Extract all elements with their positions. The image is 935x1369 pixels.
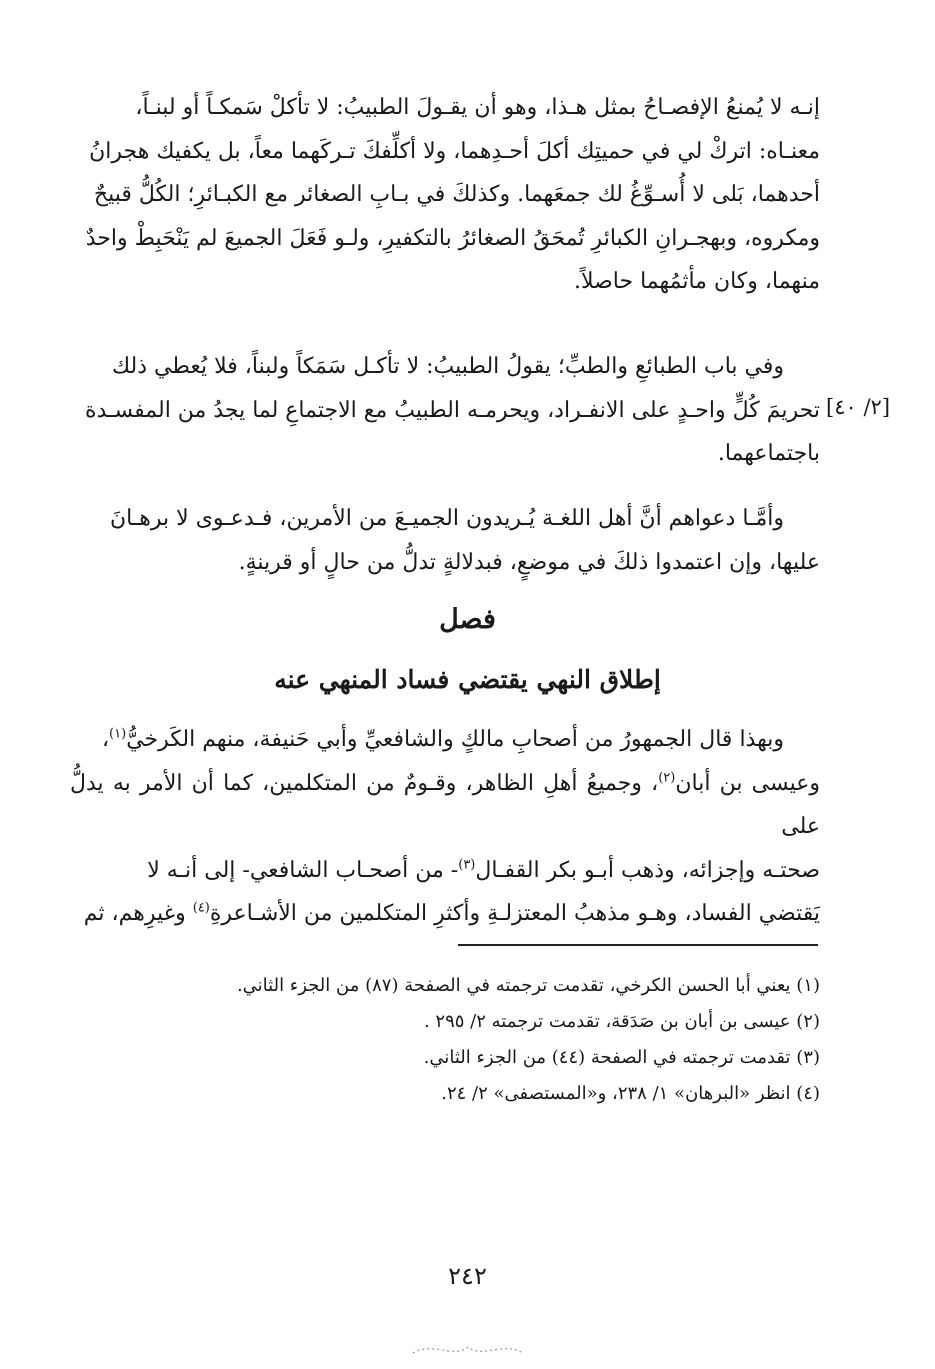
footnote-ref-4[interactable]: (٤) — [192, 900, 210, 916]
paragraph-1 — [70, 86, 820, 304]
page-number: ٢٤٢ — [448, 1262, 487, 1290]
text-line — [70, 762, 820, 849]
text-line: باجتماعهما. — [717, 441, 820, 466]
text-line: تحريمَ كُلٍّ واحـدٍ على الانفـراد، ويحرمـه الطبيبُ مع الاجتماعِ لما يجدُ من المفسـدة — [85, 397, 820, 423]
text-line — [70, 892, 820, 936]
text-line — [70, 718, 820, 762]
section-title: إطلاق النهي يقتضي فساد المنهي عنه — [274, 665, 661, 694]
footnote-1: (١) يعني أبا الحسن الكرخي، تقدمت ترجمته في الصفحة (٨٧) من الجزء الثاني. — [236, 975, 820, 996]
text-run: يَقتضي الفساد، وهـو مذهبُ المعتزلـةِ وأكثرِ المتكلمين من الأشـاعرةِ — [209, 901, 820, 926]
margin-volume-page-marker: [٢/ ٤٠] — [826, 395, 891, 419]
footnote-3: (٣) تقدمت ترجمته في الصفحة (٤٤) من الجزء الثاني. — [423, 1047, 820, 1068]
text-line: منهما، وكان مأثمُهما حاصلاً. — [573, 269, 820, 294]
text-line: أحدهما، بَلى لا أُسـوِّغُ لك جمعَهما. وكذلكَ في بـابِ الصغائر مع الكبـائرِ؛ الكُلُّ قبيحٌ — [93, 182, 820, 207]
footnote-2: (٢) عيسى بن أبان بن صَدَقة، تقدمت ترجمته ٢/ ٢٩٥ . — [423, 1011, 820, 1032]
ornament-flourish-icon — [393, 1335, 543, 1365]
paragraph-3 — [70, 497, 820, 584]
paragraph-2 — [70, 345, 820, 476]
footnotes — [200, 968, 820, 1112]
text-run: وعيسى بن أبان — [675, 770, 820, 796]
footnote-separator — [458, 944, 818, 946]
paragraph-4 — [70, 718, 820, 936]
text-run: ، وجميعُ أهلِ الظاهر، وقـومٌ من المتكلمين، كما أن الأمر به يدلُّ على — [70, 770, 820, 839]
text-line: إنـه لا يُمنعُ الإفصـاحُ بمثل هـذا، وهو أن يقـولَ الطبيبُ: لا تأكلْ سَمكـاً أو لبنـاً، — [135, 95, 820, 120]
text-line — [70, 849, 820, 893]
text-line: وفي باب الطبائعِ والطبِّ؛ يقولُ الطبيبُ: لا تأكـل سَمَكاً ولبناً، فلا يُعطي ذلك — [112, 354, 784, 379]
text-run: - من أصحـاب الشافعي- إلى أنـه لا — [147, 857, 459, 883]
footnote-ref-1[interactable]: (١) — [109, 726, 127, 742]
text-line: وأمَّـا دعواهم أنَّ أهل اللغـة يُـريدون الجميـعَ من الأمرين، فـدعـوى لا برهـانَ — [110, 506, 784, 531]
footnote-ref-2[interactable]: (٢) — [658, 770, 676, 786]
text-line: عليها، وإن اعتمدوا ذلكَ في موضعٍ، فبدلالةٍ تدلُّ من حالٍ أو قرينةٍ. — [238, 549, 820, 575]
text-run: صحتـه وإجزائه، وذهب أبـو بكر القفـال — [475, 857, 820, 883]
footnote-4: (٤) انظر «البرهان» ١/ ٢٣٨، و«المستصفى» ٢/ ٢٤. — [441, 1083, 820, 1104]
text-line: معنـاه: اتركْ لي في حميتِك أكلَ أحـدِهما، ولا أكلِّفكَ تـركَهما معاً، بل يكفيك هجرانُ — [89, 138, 820, 164]
text-line: ومكروه، وبهجـرانِ الكبائرِ تُمحَقُ الصغائرُ بالتكفيرِ، ولـو فَعَلَ الجميعَ لم يَنْحَبِطْ واحدٌ — [85, 225, 820, 251]
text-run: وغيرِهم، ثم — [83, 901, 193, 926]
text-run: ، — [101, 727, 110, 752]
section-heading: فصل — [439, 604, 496, 635]
text-run: وبهذا قال الجمهورُ من أصحابِ مالكٍ والشافعيِّ وأبي حَنيفة، منهم الكَرخيُّ — [126, 727, 784, 752]
footnote-ref-3[interactable]: (٣) — [458, 857, 476, 873]
